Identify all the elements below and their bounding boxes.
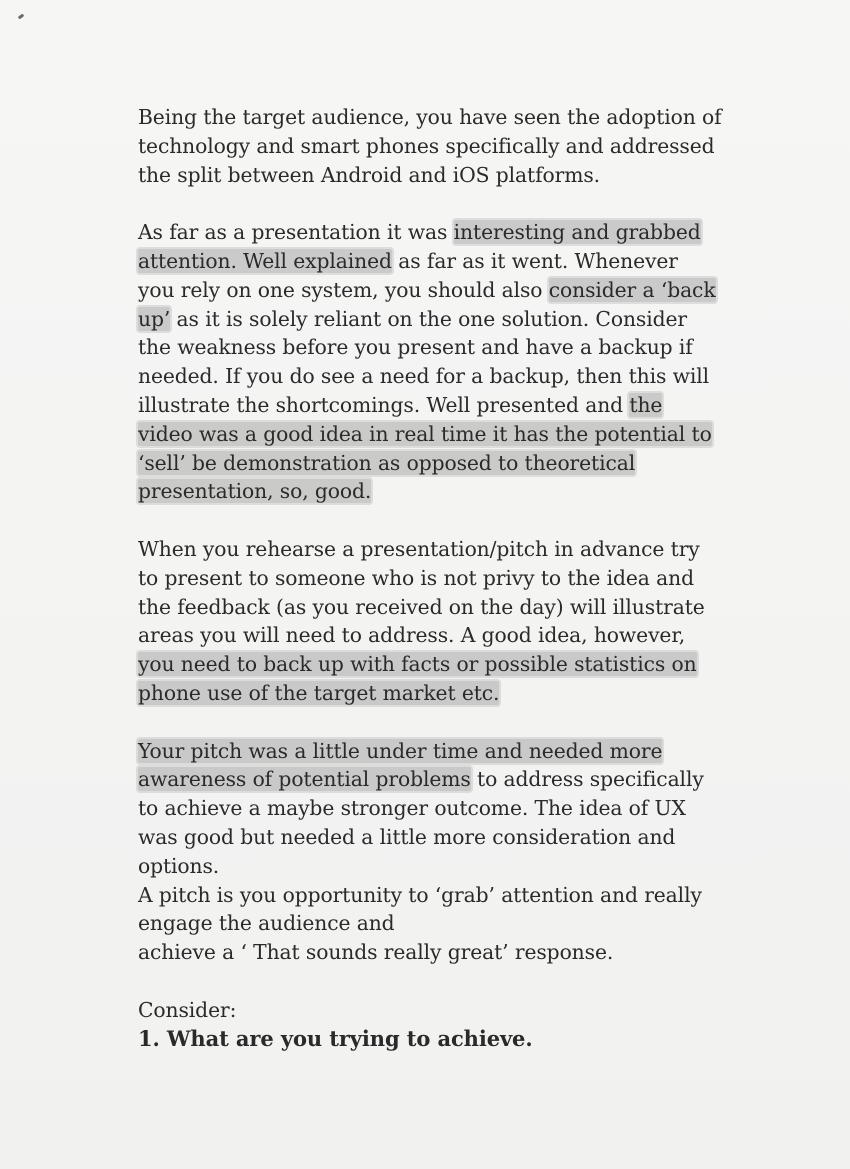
text-line	[138, 794, 778, 823]
highlighted-text: awareness of potential problems	[138, 767, 471, 792]
text-line	[138, 823, 778, 852]
text-segment: the feedback (as you received on the day) will illustrate	[138, 594, 705, 619]
text-segment: areas you will need to address. A good idea, however,	[138, 623, 686, 648]
text-line	[138, 305, 778, 334]
text-segment: engage the audience and	[138, 911, 395, 936]
paragraph-gap	[138, 708, 778, 737]
text-line	[138, 881, 778, 910]
highlighted-text: attention. Well explained	[138, 248, 392, 273]
text-line	[138, 247, 778, 276]
text-line	[138, 276, 778, 305]
highlighted-text: consider a ‘back	[548, 277, 716, 302]
text-line	[138, 909, 778, 938]
text-line	[138, 391, 778, 420]
text-line	[138, 765, 778, 794]
highlighted-text: Your pitch was a little under time and needed more	[138, 738, 663, 763]
consider-label: Consider:	[138, 997, 237, 1022]
text-segment: as far as it went. Whenever	[391, 248, 678, 273]
text-segment: Being the target audience, you have seen the adoption of	[138, 105, 722, 129]
feedback-text	[138, 103, 778, 1053]
text-segment: to address specifically	[470, 767, 704, 792]
paragraph	[138, 535, 778, 708]
text-line	[138, 621, 778, 650]
paragraph-gap	[138, 967, 778, 996]
text-line	[138, 564, 778, 593]
paragraph	[138, 103, 778, 189]
text-line	[138, 737, 778, 766]
paragraph	[138, 737, 778, 967]
highlighted-text: presentation, so, good.	[138, 479, 372, 504]
text-line	[138, 420, 778, 449]
text-line	[138, 852, 778, 881]
text-line	[138, 218, 778, 247]
scan-speck	[18, 14, 25, 20]
paragraph-gap	[138, 189, 778, 218]
highlighted-text: ‘sell’ be demonstration as opposed to theoretical	[138, 450, 636, 475]
text-segment: to present to someone who is not privy to the idea and	[138, 565, 694, 590]
text-segment: as it is solely reliant on the one solution. Consider	[170, 306, 687, 331]
text-segment: the split between Android and iOS platforms.	[138, 162, 600, 187]
highlighted-text: the	[629, 392, 663, 417]
text-segment: A pitch is you opportunity to ‘grab’ attention and really	[138, 882, 702, 907]
text-line	[138, 132, 778, 161]
highlighted-text: phone use of the target market etc.	[138, 680, 500, 705]
text-segment: As far as a presentation it was	[138, 220, 454, 245]
paragraph-gap	[138, 506, 778, 535]
text-line	[138, 535, 778, 564]
text-segment: needed. If you do see a need for a backup, then this will	[138, 364, 710, 389]
text-line	[138, 938, 778, 967]
question-heading: 1. What are you trying to achieve.	[138, 1025, 533, 1051]
text-line	[138, 161, 778, 190]
highlighted-text: video was a good idea in real time it has the potential to	[138, 421, 712, 446]
text-segment: When you rehearse a presentation/pitch in advance try	[138, 536, 700, 561]
text-line	[138, 593, 778, 622]
text-line	[138, 477, 778, 506]
text-line	[138, 650, 778, 679]
text-line	[138, 679, 778, 708]
text-line	[138, 449, 778, 478]
text-segment: options.	[138, 853, 220, 878]
text-line	[138, 103, 778, 132]
text-line	[138, 362, 778, 391]
text-segment: illustrate the shortcomings. Well presented and	[138, 392, 630, 417]
text-segment: technology and smart phones specifically and addressed	[138, 133, 715, 158]
text-line	[138, 333, 778, 362]
highlighted-text: you need to back up with facts or possible statistics on	[138, 652, 697, 677]
highlighted-text: interesting and grabbed	[453, 220, 701, 245]
text-segment: to achieve a maybe stronger outcome. The idea of UX	[138, 796, 686, 821]
highlighted-text: up’	[138, 306, 171, 331]
text-segment: the weakness before you present and have a backup if	[138, 335, 693, 360]
text-segment: achieve a ‘ That sounds really great’ response.	[138, 940, 614, 965]
text-segment: was good but needed a little more consideration and	[138, 824, 676, 849]
paragraphs	[138, 103, 778, 996]
paragraph	[138, 218, 778, 506]
text-segment: you rely on one system, you should also	[138, 277, 549, 302]
